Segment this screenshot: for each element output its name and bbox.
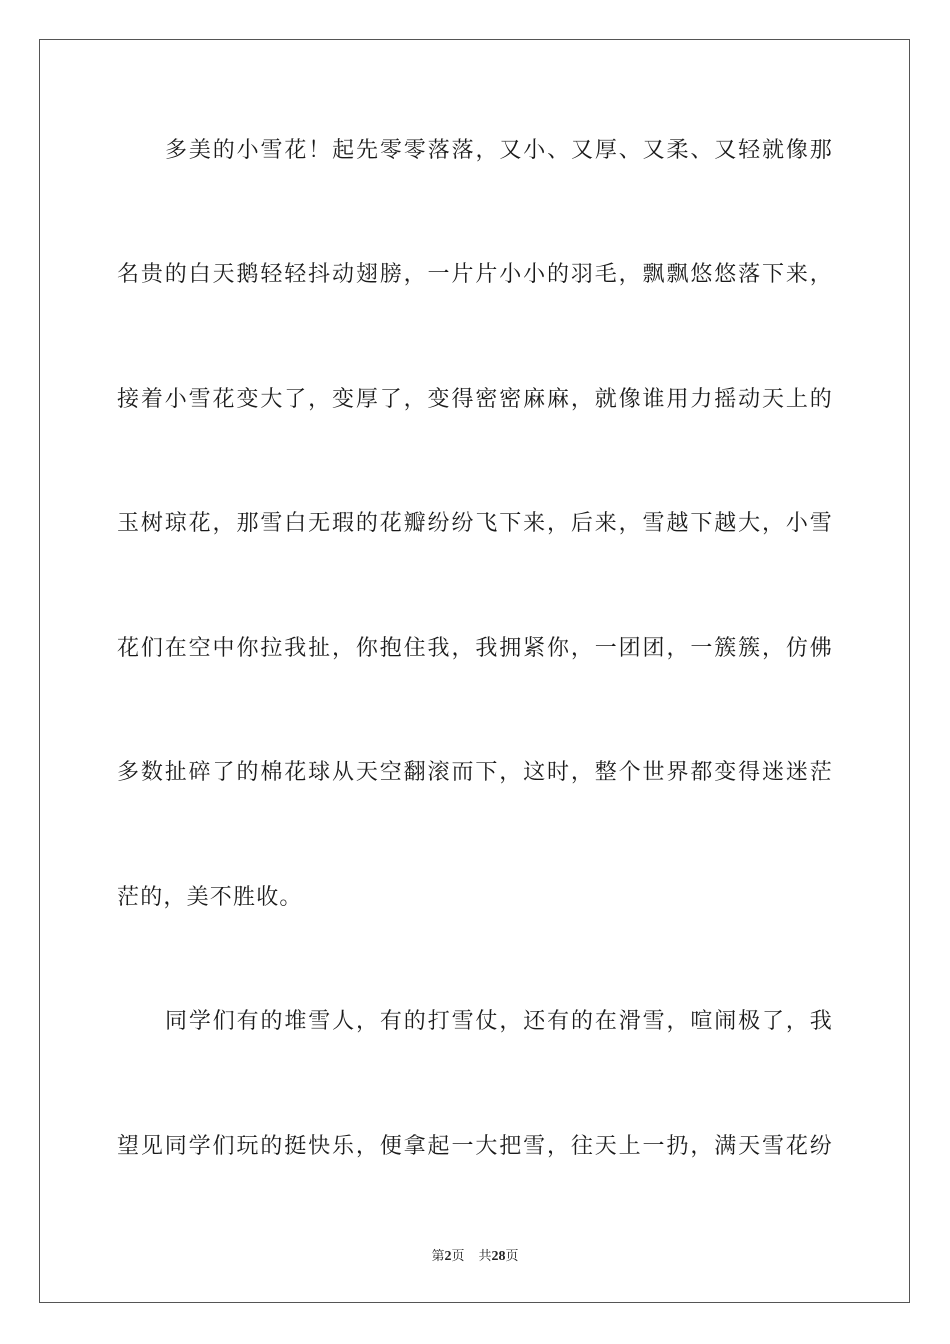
paragraph-1-line-4: 玉树琼花，那雪白无瑕的花瓣纷纷飞下来，后来，雪越下越大，小雪 xyxy=(117,511,833,536)
paragraph-2-line-1: 同学们有的堆雪人，有的打雪仗，还有的在滑雪，喧闹极了，我 xyxy=(165,1009,833,1034)
paragraph-1-line-1: 多美的小雪花！起先零零落落，又小、又厚、又柔、又轻就像那 xyxy=(165,138,833,163)
page-footer xyxy=(0,1248,950,1266)
paragraph-1-line-7: 茫的，美不胜收。 xyxy=(117,885,303,910)
total-label-prefix: 共 xyxy=(478,1249,492,1264)
paragraph-1-line-6: 多数扯碎了的棉花球从天空翻滚而下，这时，整个世界都变得迷迷茫 xyxy=(117,760,833,785)
paragraph-1-line-2: 名贵的白天鹅轻轻抖动翅膀，一片片小小的羽毛，飘飘悠悠落下来， xyxy=(117,262,833,287)
page-label-suffix: 页 xyxy=(451,1249,465,1264)
page-number: 2 xyxy=(444,1249,452,1264)
total-label-suffix: 页 xyxy=(505,1249,519,1264)
paragraph-2-line-2: 望见同学们玩的挺快乐，便拿起一大把雪，往天上一扔，满天雪花纷 xyxy=(117,1134,833,1159)
total-pages: 28 xyxy=(491,1249,506,1264)
page-border xyxy=(39,39,910,1303)
paragraph-1-line-3: 接着小雪花变大了，变厚了，变得密密麻麻，就像谁用力摇动天上的 xyxy=(117,387,833,412)
paragraph-1-line-5: 花们在空中你拉我扯，你抱住我，我拥紧你，一团团，一簇簇，仿佛 xyxy=(117,636,833,661)
page-label-prefix: 第 xyxy=(431,1249,445,1264)
